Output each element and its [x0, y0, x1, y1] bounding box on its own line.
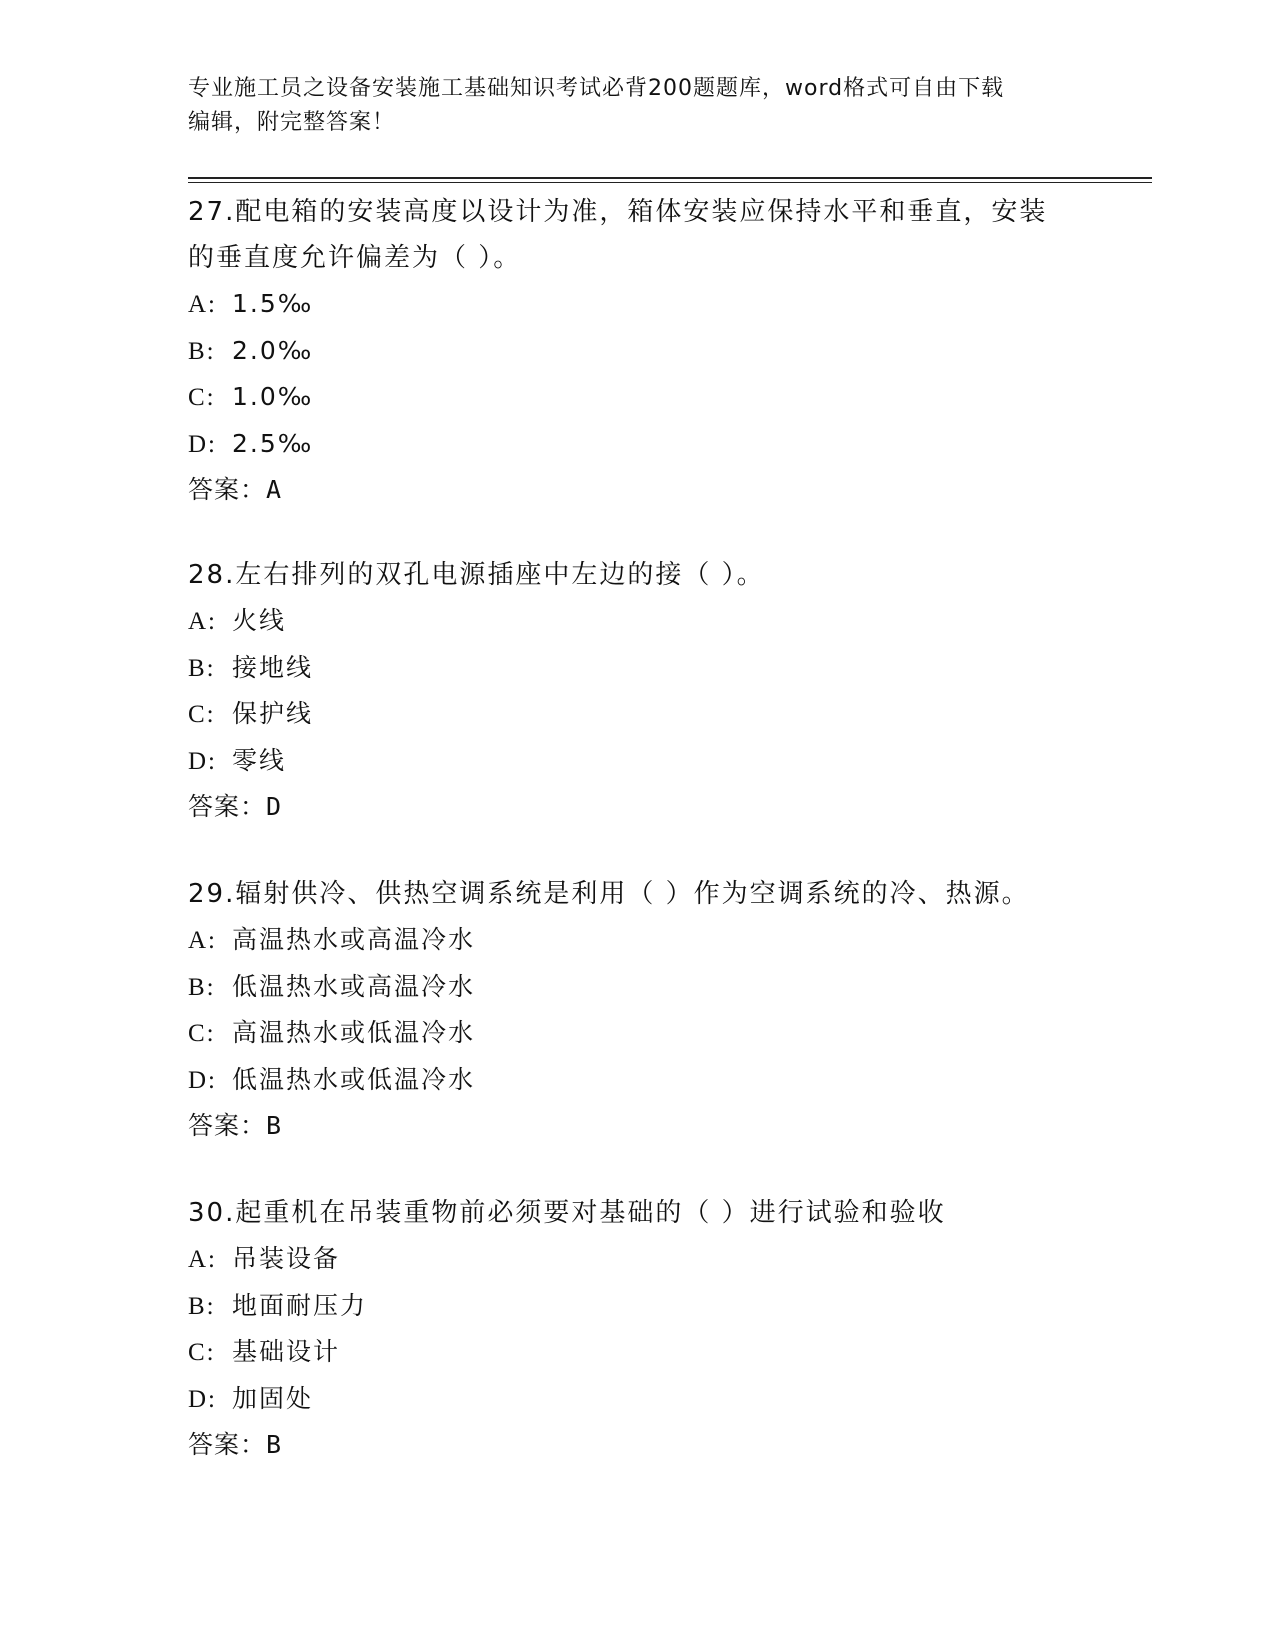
- option-d: [188, 421, 1128, 468]
- option-c: [188, 1010, 1128, 1057]
- option-text: 高温热水或高温冷水: [232, 925, 476, 954]
- option-key: A:: [188, 927, 217, 954]
- answer-value: D: [266, 792, 283, 821]
- option-a: [188, 281, 1128, 328]
- option-key: A:: [188, 1246, 217, 1273]
- answer-value: B: [266, 1111, 283, 1140]
- option-text: 1.0‰: [232, 382, 314, 411]
- option-a: [188, 598, 1128, 645]
- option-text: 接地线: [232, 652, 314, 682]
- answer-value: A: [266, 475, 283, 504]
- answer-line: [188, 467, 1128, 513]
- option-a: [188, 917, 1128, 964]
- option-b: [188, 1283, 1128, 1330]
- option-key: A:: [188, 291, 217, 318]
- option-b: [188, 328, 1128, 375]
- answer-label: 答案：: [188, 1111, 267, 1140]
- option-key: C:: [188, 1339, 216, 1366]
- option-d: [188, 738, 1128, 785]
- option-key: D:: [188, 747, 217, 775]
- question-stem-line: 27.配电箱的安装高度以设计为准，箱体安装应保持水平和垂直，安装: [188, 197, 1048, 227]
- option-key: B:: [188, 973, 216, 1001]
- option-text: 吊装设备: [232, 1244, 341, 1273]
- option-c: [188, 374, 1128, 421]
- option-c: [188, 691, 1128, 738]
- option-key: B:: [188, 337, 216, 365]
- header-line-1: 专业施工员之设备安装施工基础知识考试必背200题题库，word格式可自由下载: [188, 76, 1005, 101]
- answer-value: B: [266, 1430, 283, 1459]
- answer-label: 答案：: [188, 1430, 267, 1459]
- option-key: D:: [188, 1066, 217, 1094]
- option-key: A:: [188, 608, 217, 635]
- option-a: [188, 1236, 1128, 1283]
- option-b: [188, 645, 1128, 692]
- question-stem-line: 的垂直度允许偏差为（ ）。: [188, 243, 522, 273]
- option-key: B:: [188, 1292, 216, 1320]
- option-text: 零线: [232, 745, 287, 775]
- answer-label: 答案：: [188, 475, 267, 504]
- option-text: 火线: [232, 606, 287, 635]
- answer-line: [188, 1422, 1128, 1468]
- option-c: [188, 1329, 1128, 1376]
- option-text: 1.5‰: [232, 289, 314, 318]
- option-text: 低温热水或低温冷水: [232, 1064, 476, 1094]
- option-key: C:: [188, 701, 216, 728]
- option-key: D:: [188, 430, 217, 458]
- option-d: [188, 1057, 1128, 1104]
- header-divider-thick: [188, 177, 1152, 179]
- option-key: B:: [188, 654, 216, 682]
- option-text: 加固处: [232, 1383, 314, 1413]
- answer-label: 答案：: [188, 792, 267, 821]
- option-key: D:: [188, 1385, 217, 1413]
- question-29: [188, 871, 1128, 1149]
- option-d: [188, 1376, 1128, 1423]
- header-divider-thin: [188, 182, 1152, 183]
- option-text: 2.5‰: [232, 428, 314, 458]
- option-text: 低温热水或高温冷水: [232, 971, 476, 1001]
- answer-line: [188, 1103, 1128, 1149]
- option-text: 高温热水或低温冷水: [232, 1018, 476, 1047]
- option-text: 地面耐压力: [232, 1290, 368, 1320]
- option-key: C:: [188, 384, 216, 411]
- question-27: [188, 189, 1128, 513]
- question-30: [188, 1190, 1128, 1468]
- option-b: [188, 964, 1128, 1011]
- header-line-2: 编辑，附完整答案！: [188, 110, 396, 135]
- question-stem-line: 28.左右排列的双孔电源插座中左边的接（ ）。: [188, 560, 765, 590]
- answer-line: [188, 784, 1128, 830]
- option-text: 基础设计: [232, 1337, 341, 1366]
- question-28: [188, 552, 1128, 830]
- option-key: C:: [188, 1020, 216, 1047]
- option-text: 保护线: [232, 699, 314, 728]
- document-header: [188, 72, 1088, 140]
- question-stem-line: 29.辐射供冷、供热空调系统是利用（ ）作为空调系统的冷、热源。: [188, 879, 1030, 909]
- option-text: 2.0‰: [232, 335, 314, 365]
- question-stem-line: 30.起重机在吊装重物前必须要对基础的（ ）进行试验和验收: [188, 1198, 946, 1228]
